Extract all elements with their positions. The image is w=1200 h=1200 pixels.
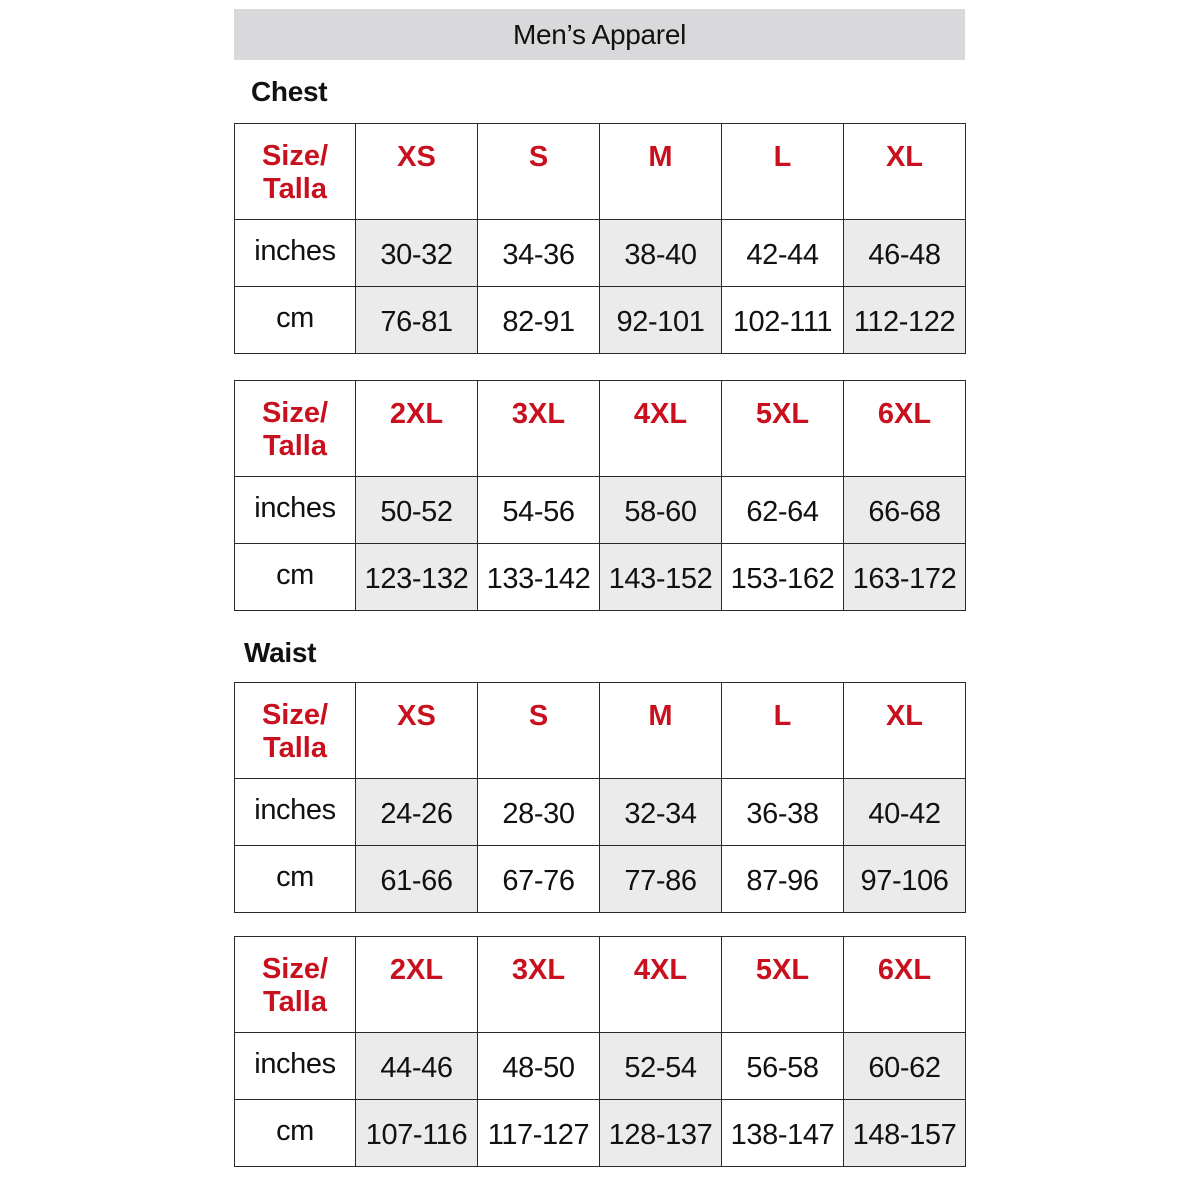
row-label-cm: cm	[235, 544, 356, 611]
size-header-cell: 3XL	[478, 381, 600, 477]
inches-row	[235, 1033, 966, 1100]
measurement-cell: 50-52	[356, 477, 478, 544]
measurement-cell: 123-132	[356, 544, 478, 611]
size-header-cell: XL	[844, 683, 966, 779]
size-label: Size/	[261, 140, 329, 172]
size-label-cell	[235, 683, 356, 779]
size-header-cell: 6XL	[844, 381, 966, 477]
measurement-cell: 42-44	[722, 220, 844, 287]
measurement-cell: 76-81	[356, 287, 478, 354]
measurement-cell: 92-101	[600, 287, 722, 354]
measurement-cell: 148-157	[844, 1100, 966, 1167]
size-header-row	[235, 124, 966, 220]
size-label-cell	[235, 937, 356, 1033]
size-label: Size/	[261, 397, 329, 429]
measurement-cell: 117-127	[478, 1100, 600, 1167]
size-header-cell: 3XL	[478, 937, 600, 1033]
size-header-cell: 5XL	[722, 381, 844, 477]
measurement-cell: 38-40	[600, 220, 722, 287]
row-label-inches: inches	[235, 220, 356, 287]
talla-label: Talla	[263, 430, 327, 462]
measurement-cell: 163-172	[844, 544, 966, 611]
row-label-cm: cm	[235, 287, 356, 354]
section-title-waist: Waist	[244, 637, 317, 668]
cm-row	[235, 1100, 966, 1167]
measurement-cell: 28-30	[478, 779, 600, 846]
measurement-cell: 112-122	[844, 287, 966, 354]
size-header-cell: XS	[356, 683, 478, 779]
page-title-banner	[234, 9, 965, 60]
measurement-cell: 133-142	[478, 544, 600, 611]
size-header-cell: S	[478, 124, 600, 220]
measurement-cell: 61-66	[356, 846, 478, 913]
row-label-inches: inches	[235, 779, 356, 846]
size-header-cell: 2XL	[356, 381, 478, 477]
measurement-cell: 66-68	[844, 477, 966, 544]
size-label-cell	[235, 124, 356, 220]
measurement-cell: 138-147	[722, 1100, 844, 1167]
measurement-cell: 153-162	[722, 544, 844, 611]
measurement-cell: 128-137	[600, 1100, 722, 1167]
measurement-cell: 32-34	[600, 779, 722, 846]
row-label-cm: cm	[235, 846, 356, 913]
measurement-cell: 44-46	[356, 1033, 478, 1100]
measurement-cell: 34-36	[478, 220, 600, 287]
measurement-cell: 97-106	[844, 846, 966, 913]
cm-row	[235, 544, 966, 611]
size-header-row	[235, 683, 966, 779]
size-header-cell: M	[600, 683, 722, 779]
row-label-inches: inches	[235, 477, 356, 544]
measurement-cell: 46-48	[844, 220, 966, 287]
size-header-cell: 4XL	[600, 381, 722, 477]
size-header-cell: 6XL	[844, 937, 966, 1033]
inches-row	[235, 779, 966, 846]
talla-label: Talla	[263, 173, 327, 205]
waist-size-table-2	[234, 936, 966, 1167]
size-label-cell	[235, 381, 356, 477]
cm-row	[235, 846, 966, 913]
measurement-cell: 143-152	[600, 544, 722, 611]
measurement-cell: 62-64	[722, 477, 844, 544]
size-header-cell: 4XL	[600, 937, 722, 1033]
inches-row	[235, 220, 966, 287]
measurement-cell: 67-76	[478, 846, 600, 913]
measurement-cell: 54-56	[478, 477, 600, 544]
row-label-cm: cm	[235, 1100, 356, 1167]
row-label-inches: inches	[235, 1033, 356, 1100]
measurement-cell: 52-54	[600, 1033, 722, 1100]
size-header-cell: 5XL	[722, 937, 844, 1033]
size-header-cell: XS	[356, 124, 478, 220]
measurement-cell: 107-116	[356, 1100, 478, 1167]
size-header-cell: 2XL	[356, 937, 478, 1033]
measurement-cell: 30-32	[356, 220, 478, 287]
size-header-row	[235, 381, 966, 477]
chest-size-table-2	[234, 380, 966, 611]
measurement-cell: 56-58	[722, 1033, 844, 1100]
size-label: Size/	[261, 699, 329, 731]
size-header-cell: L	[722, 124, 844, 220]
measurement-cell: 24-26	[356, 779, 478, 846]
measurement-cell: 102-111	[722, 287, 844, 354]
talla-label: Talla	[263, 732, 327, 764]
measurement-cell: 36-38	[722, 779, 844, 846]
measurement-cell: 48-50	[478, 1033, 600, 1100]
size-header-cell: M	[600, 124, 722, 220]
size-header-cell: XL	[844, 124, 966, 220]
size-header-cell: S	[478, 683, 600, 779]
talla-label: Talla	[263, 986, 327, 1018]
measurement-cell: 60-62	[844, 1033, 966, 1100]
inches-row	[235, 477, 966, 544]
measurement-cell: 82-91	[478, 287, 600, 354]
measurement-cell: 77-86	[600, 846, 722, 913]
size-header-cell: L	[722, 683, 844, 779]
chest-size-table-1	[234, 123, 966, 354]
cm-row	[235, 287, 966, 354]
page-title: Men’s Apparel	[512, 18, 687, 50]
size-header-row	[235, 937, 966, 1033]
size-label: Size/	[261, 953, 329, 985]
measurement-cell: 40-42	[844, 779, 966, 846]
measurement-cell: 58-60	[600, 477, 722, 544]
measurement-cell: 87-96	[722, 846, 844, 913]
section-title-chest: Chest	[251, 76, 328, 107]
waist-size-table-1	[234, 682, 966, 913]
